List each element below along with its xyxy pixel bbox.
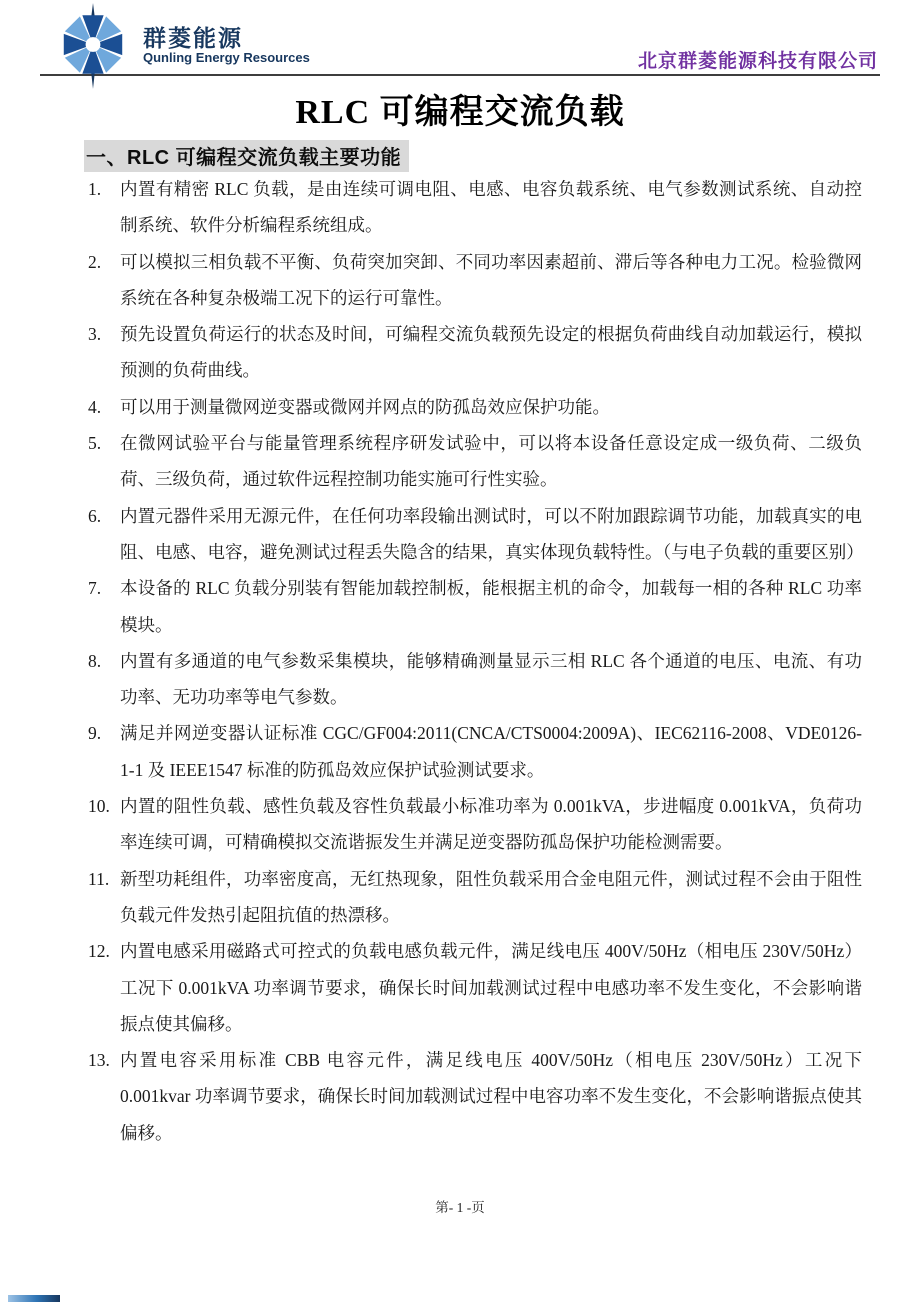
list-item (88, 425, 862, 498)
item-text: 预先设置负荷运行的状态及时间，可编程交流负载预先设定的根据负荷曲线自动加载运行，模拟预测的负荷曲线。 (120, 324, 862, 381)
item-number: 12. (88, 941, 110, 962)
list-item (88, 498, 862, 571)
item-text: 满足并网逆变器认证标准 CGC/GF004:2011(CNCA/CTS0004:2009A)、IEC62116-2008、VDE0126-1-1 及 IEEE1547 标准的防孤岛效应保护试验测试要求。 (120, 723, 862, 780)
header-divider (40, 74, 880, 76)
logo-english-name: Qunling Energy Resources (143, 50, 310, 65)
company-full-name: 北京群菱能源科技有限公司 (637, 51, 878, 72)
item-text: 内置电容采用标准 CBB 电容元件，满足线电压 400V/50Hz（相电压 230V/50Hz）工况下 0.001kvar 功率调节要求，确保长时间加载测试过程中电容功率不发生变化，不会影响谐振点使其偏移。 (120, 1050, 862, 1143)
list-item (88, 643, 862, 716)
item-number: 6. (88, 505, 102, 526)
item-number: 4. (88, 396, 102, 417)
page-title: RLC 可编程交流负载 (295, 94, 625, 131)
item-text: 在微网试验平台与能量管理系统程序研发试验中，可以将本设备任意设定成一级负荷、二级负荷、三级负荷，通过软件远程控制功能实施可行性实验。 (120, 433, 862, 490)
page-number-footer: 第- 1 -页 (435, 1200, 485, 1215)
feature-list (88, 171, 862, 1151)
list-item (88, 316, 862, 389)
list-item (88, 715, 862, 788)
item-text: 内置的阻性负载、感性负载及容性负载最小标准功率为 0.001kVA，步进幅度 0.001kVA，负荷功率连续可调，可精确模拟交流谐振发生并满足逆变器防孤岛保护功能检测需要。 (120, 796, 862, 853)
item-number: 3. (88, 324, 102, 345)
list-item (88, 1042, 862, 1151)
item-number: 5. (88, 433, 102, 454)
company-logo-icon (56, 3, 130, 89)
list-item (88, 389, 862, 425)
item-number: 2. (88, 251, 102, 272)
item-number: 13. (88, 1050, 110, 1071)
item-number: 7. (88, 578, 102, 599)
item-number: 1. (88, 179, 102, 199)
list-item (88, 861, 862, 934)
list-item (88, 244, 862, 317)
item-text: 可以用于测量微网逆变器或微网并网点的防孤岛效应保护功能。 (120, 396, 610, 417)
item-text: 内置有多通道的电气参数采集模块，能够精确测量显示三相 RLC 各个通道的电压、电流、有功功率、无功功率等电气参数。 (120, 650, 862, 708)
page-header (0, 0, 920, 90)
next-page-logo-peek (8, 1295, 60, 1302)
logo-company-short-name: 群菱能源 (143, 25, 243, 51)
section-heading: 一、RLC 可编程交流负载主要功能 (84, 140, 409, 172)
list-item (88, 171, 862, 244)
item-number: 8. (88, 650, 102, 671)
list-item (88, 570, 862, 643)
item-text: 内置电感采用磁路式可控式的负载电感负载元件，满足线电压 400V/50Hz（相电压 230V/50Hz）工况下 0.001kVA 功率调节要求，确保长时间加载测试过程中电感功率不发生变化，不会影响谐振点使其偏移。 (120, 941, 862, 1034)
item-number: 9. (88, 723, 102, 744)
list-item (88, 933, 862, 1042)
item-number: 10. (88, 796, 110, 817)
item-text: 可以模拟三相负载不平衡、负荷突加突卸、不同功率因素超前、滞后等各种电力工况。检验微网系统在各种复杂极端工况下的运行可靠性。 (120, 251, 862, 308)
item-text: 内置有精密 RLC 负载，是由连续可调电阻、电感、电容负载系统、电气参数测试系统、自动控制系统、软件分析编程系统组成。 (120, 179, 862, 236)
list-item (88, 788, 862, 861)
item-number: 11. (88, 868, 110, 889)
item-text: 内置元器件采用无源元件，在任何功率段输出测试时，可以不附加跟踪调节功能，加载真实的电阻、电感、电容，避免测试过程丢失隐含的结果，真实体现负载特性。（与电子负载的重要区别） (120, 505, 864, 562)
item-text: 新型功耗组件，功率密度高，无红热现象，阻性负载采用合金电阻元件，测试过程不会由于阻性负载元件发热引起阻抗值的热漂移。 (120, 868, 862, 925)
item-text: 本设备的 RLC 负载分别装有智能加载控制板，能根据主机的命令，加载每一相的各种 RLC 功率模块。 (120, 578, 862, 635)
